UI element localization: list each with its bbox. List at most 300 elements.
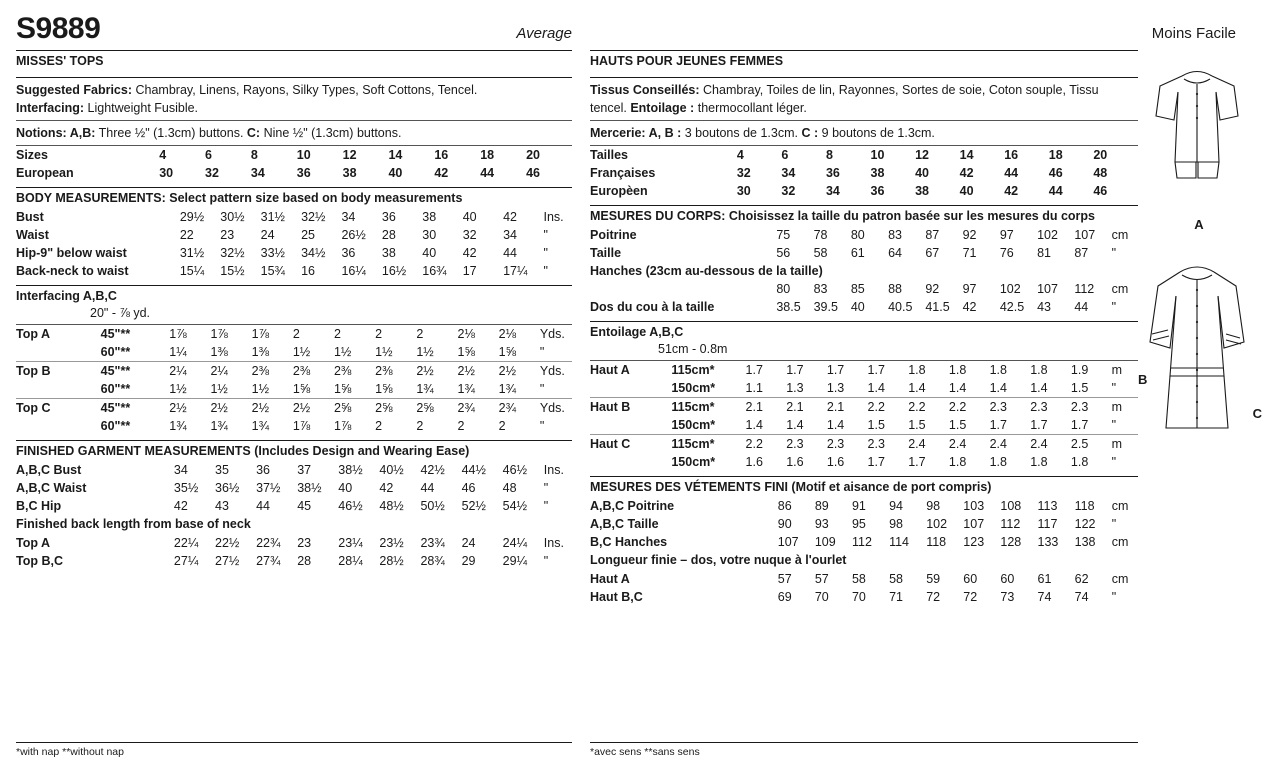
cell: 30 — [736, 184, 751, 199]
fabrics-label-en: Suggested Fabrics: — [16, 83, 132, 97]
cell: 1½ — [292, 345, 311, 360]
cell: 57 — [777, 572, 792, 587]
unit: cm — [1111, 572, 1129, 587]
cell: 69 — [777, 590, 792, 605]
cell: 24 — [260, 228, 275, 243]
row-label: Europèen — [590, 184, 648, 199]
cell: 32 — [205, 166, 219, 181]
cell: 31½ — [179, 246, 205, 261]
cell: 29½ — [179, 210, 205, 225]
cell: 2.3 — [827, 435, 868, 454]
cell: 93 — [814, 517, 829, 532]
cell: 97 — [999, 228, 1014, 243]
cell: 1⅞ — [333, 419, 352, 434]
cell: 40½ — [379, 463, 404, 478]
cell: 33½ — [260, 246, 285, 261]
cell: 2½ — [252, 399, 293, 418]
difficulty-fr: Moins Facile — [1151, 25, 1236, 42]
cell: 22¾ — [256, 536, 281, 551]
cell: 2 — [375, 419, 383, 434]
cell: 22½ — [215, 536, 240, 551]
table-row — [16, 343, 572, 362]
back-length-heading-en: Finished back length from base of neck — [16, 517, 251, 532]
cell: 17 — [462, 264, 477, 279]
cell: 35½ — [173, 481, 199, 496]
cell: 1¾ — [251, 419, 270, 434]
cell: 27¼ — [173, 554, 199, 569]
cell: 61 — [1037, 572, 1052, 587]
table-row — [16, 479, 572, 497]
row-label: A,B,C Taille — [590, 517, 659, 532]
cell: 74 — [1037, 590, 1052, 605]
cell: 2.3 — [1071, 398, 1112, 417]
cell: 1.7 — [826, 363, 845, 378]
table-row — [590, 146, 1138, 164]
cell: 1.4 — [826, 418, 845, 433]
cell: 17¼ — [503, 264, 528, 279]
notions-text2-fr: 9 boutons de 1.3cm. — [821, 126, 935, 141]
table-row — [590, 226, 1138, 244]
row-label: Top A — [16, 327, 51, 342]
table-row — [590, 280, 1138, 298]
cell: 71 — [889, 590, 903, 605]
cell: 112 — [1074, 282, 1095, 297]
cell: 1½ — [251, 382, 270, 397]
notions-text-fr: 3 boutons de 1.3cm. — [684, 126, 798, 141]
cell: 72 — [963, 590, 978, 605]
cell: 72 — [926, 590, 941, 605]
cell: 22¼ — [173, 536, 199, 551]
cell: 34 — [781, 166, 796, 181]
cell: 60 — [1000, 572, 1015, 587]
cell: 2.1 — [827, 398, 868, 417]
cell: 16¼ — [341, 264, 366, 279]
cell: 23 — [297, 536, 312, 551]
cell: 2 — [375, 327, 383, 342]
cell: 122 — [1074, 517, 1096, 532]
cell: 16 — [434, 148, 449, 163]
cell: 1.5 — [1070, 381, 1089, 396]
cell: 1.4 — [989, 381, 1007, 396]
cell: 1½ — [416, 345, 434, 360]
cell: 32½ — [301, 210, 326, 225]
cell: 123 — [963, 535, 985, 550]
cell: 8 — [250, 148, 258, 163]
cell: 97 — [962, 282, 977, 297]
cell: 1.8 — [948, 363, 967, 378]
cell: 15¼ — [179, 264, 205, 279]
notions-label-fr: Mercerie: A, B : — [590, 126, 682, 141]
cell: 2.2 — [908, 398, 949, 417]
cell: 94 — [889, 499, 903, 514]
cell: 2⅝ — [375, 399, 416, 418]
unit: " — [543, 554, 549, 569]
cell: 15½ — [220, 264, 245, 279]
table-row — [590, 361, 1138, 379]
cell: 42 — [959, 166, 974, 181]
cell: 2.2 — [746, 435, 787, 454]
row-label: Tailles — [590, 148, 628, 163]
unit: " — [539, 419, 545, 434]
interfacing-heading-fr: Entoilage A,B,C — [590, 325, 684, 340]
cell: 38.5 — [776, 300, 801, 315]
row-label: Haut A — [590, 363, 630, 378]
cell: 32 — [462, 228, 477, 243]
cell: 41.5 — [925, 300, 950, 315]
cell: 2.3 — [868, 435, 909, 454]
hip-heading-fr: Hanches (23cm au-dessous de la taille) — [590, 264, 823, 279]
cell: 1⅝ — [292, 382, 311, 397]
cell: 2.1 — [786, 398, 827, 417]
cell: 2⅛ — [498, 327, 517, 342]
cell: 2⅝ — [416, 399, 457, 418]
cell: 1¾ — [169, 419, 187, 434]
cell: 27¾ — [256, 554, 281, 569]
cell: 42 — [434, 166, 449, 181]
cell: 14 — [959, 148, 974, 163]
unit: " — [1111, 300, 1116, 315]
fabric-width: 45"** — [101, 362, 170, 381]
cell: 44½ — [461, 463, 486, 478]
cell: 44 — [1048, 184, 1063, 199]
cell: 117 — [1037, 517, 1058, 532]
cell: 38 — [870, 166, 885, 181]
cell: 10 — [870, 148, 885, 163]
cell: 32½ — [220, 246, 245, 261]
row-label: A,B,C Waist — [16, 481, 87, 496]
cell: 48½ — [379, 499, 404, 514]
cell: 2½ — [293, 399, 334, 418]
table-row — [16, 534, 572, 552]
cell: 38½ — [297, 481, 322, 496]
cell: 83 — [888, 228, 902, 243]
cell: 27½ — [215, 554, 240, 569]
cell: 30 — [159, 166, 174, 181]
table-row — [16, 146, 572, 164]
cell: 78 — [813, 228, 828, 243]
cell: 37½ — [256, 481, 281, 496]
cell: 1⅞ — [251, 327, 270, 342]
cell: 1.1 — [745, 381, 763, 396]
table-row — [590, 244, 1138, 262]
interfacing-heading-en: Interfacing A,B,C — [16, 289, 117, 304]
cell: 1⅞ — [292, 419, 311, 434]
table-row — [16, 362, 572, 381]
cell: 23¼ — [338, 536, 363, 551]
cell: 20 — [1093, 148, 1108, 163]
cell: 42 — [173, 499, 188, 514]
cell: 1.6 — [745, 455, 763, 470]
cell: 46 — [1093, 184, 1108, 199]
cell: 38½ — [338, 463, 363, 478]
cell: 1.4 — [1030, 381, 1048, 396]
table-row — [590, 588, 1138, 606]
cell: 40 — [462, 210, 477, 225]
cell: 29 — [461, 554, 476, 569]
finished-measurements-table-fr — [590, 497, 1138, 551]
row-label: A,B,C Poitrine — [590, 499, 675, 514]
cell: 85 — [850, 282, 865, 297]
row-label: Top B,C — [16, 554, 63, 569]
row-label: B,C Hanches — [590, 535, 668, 550]
footnote-en: *with nap **without nap — [16, 746, 124, 758]
fabric-width: 60"** — [100, 382, 131, 397]
cell: 67 — [925, 246, 940, 261]
cell: 40 — [850, 300, 865, 315]
cell: 2 — [457, 419, 465, 434]
cell: 92 — [925, 282, 940, 297]
unit: " — [543, 228, 548, 243]
cell: 2.1 — [746, 398, 787, 417]
cell: 71 — [962, 246, 977, 261]
cell: 1.4 — [908, 381, 926, 396]
cell: 46 — [1048, 166, 1063, 181]
cell: 32 — [781, 184, 796, 199]
cell: 107 — [777, 535, 799, 550]
cell: 36 — [256, 463, 271, 478]
cell: 64 — [888, 246, 902, 261]
cell: 1.4 — [867, 381, 885, 396]
cell: 1.9 — [1070, 363, 1089, 378]
fabric-width: 45"** — [101, 399, 170, 418]
cell: 1.3 — [826, 381, 845, 396]
cell: 83 — [813, 282, 828, 297]
cell: 42 — [962, 300, 977, 315]
cell: 98 — [926, 499, 941, 514]
sizes-table-en — [16, 146, 572, 182]
cell: 1.8 — [989, 455, 1007, 470]
cell: 18 — [1048, 148, 1063, 163]
cell: 40 — [915, 166, 929, 181]
cell: 6 — [781, 148, 789, 163]
cell: 108 — [1000, 499, 1022, 514]
table-row — [16, 497, 572, 515]
cell: 2⅜ — [252, 362, 293, 381]
fabric-width: 150cm* — [671, 381, 716, 396]
cell: 36 — [381, 210, 396, 225]
cell: 1.7 — [867, 455, 885, 470]
row-label: Back-neck to waist — [16, 264, 129, 279]
view-c-label: C — [1252, 406, 1262, 421]
cell: 12 — [915, 148, 929, 163]
fabric-width: 150cm* — [671, 455, 716, 470]
cell: 44 — [480, 166, 495, 181]
cell: 59 — [926, 572, 941, 587]
cell: 1.8 — [908, 363, 926, 378]
row-label: European — [16, 166, 74, 181]
cell: 1½ — [210, 382, 228, 397]
body-measurements-table-fr — [590, 226, 1138, 262]
cell: 1.5 — [948, 418, 967, 433]
table-row — [16, 552, 572, 570]
cell: 2 — [416, 327, 424, 342]
cell: 1.8 — [1070, 455, 1089, 470]
cell: 31½ — [260, 210, 285, 225]
back-length-heading-fr: Longueur finie – dos, votre nuque à l'ourlet — [590, 553, 847, 568]
cell: 1½ — [375, 345, 393, 360]
cell: 36½ — [215, 481, 240, 496]
cell: 2½ — [416, 362, 457, 381]
cell: 52½ — [461, 499, 486, 514]
cell: 128 — [1000, 535, 1022, 550]
cell: 25 — [301, 228, 315, 243]
cell: 34 — [341, 210, 356, 225]
cell: 23¾ — [420, 536, 445, 551]
unit: " — [543, 264, 548, 279]
cell: 20 — [526, 148, 540, 163]
interfacing-label-en: Interfacing: — [16, 101, 85, 116]
cell: 102 — [999, 282, 1021, 297]
cell: 102 — [926, 517, 948, 532]
finished-measurements-table-en — [16, 461, 572, 515]
cell: 1⅝ — [375, 382, 393, 397]
fabric-width: 115cm* — [671, 363, 715, 378]
cell: 1.7 — [989, 418, 1007, 433]
cell: 2 — [498, 419, 506, 434]
unit: cm — [1111, 228, 1129, 243]
table-row — [16, 164, 572, 182]
cell: 62 — [1074, 572, 1089, 587]
view-b-label: B — [1138, 372, 1148, 387]
footer — [16, 742, 1236, 758]
table-row — [590, 416, 1138, 435]
unit: " — [1111, 246, 1116, 261]
row-label: Sizes — [16, 148, 48, 163]
cell: 1.7 — [908, 455, 926, 470]
cell: 91 — [851, 499, 866, 514]
cell: 2.4 — [1030, 435, 1071, 454]
cell: 60 — [963, 572, 978, 587]
cell: 44 — [420, 481, 435, 496]
cell: 36 — [870, 184, 885, 199]
table-row — [16, 417, 572, 435]
cell: 48 — [1093, 166, 1108, 181]
column-english — [16, 44, 572, 570]
cell: 42 — [462, 246, 477, 261]
notions-label2-fr: C : — [801, 126, 819, 141]
cell: 114 — [889, 535, 910, 550]
unit: Ins. — [543, 463, 564, 478]
row-label: B,C Hip — [16, 499, 62, 514]
table-row — [590, 570, 1138, 588]
cell: 118 — [926, 535, 947, 550]
cell: 2⅜ — [334, 362, 375, 381]
cell: 74 — [1074, 590, 1089, 605]
illustration-view-a — [1144, 62, 1254, 232]
cell: 8 — [825, 148, 833, 163]
cell: 24 — [461, 536, 476, 551]
table-row — [16, 208, 572, 226]
row-label — [590, 280, 776, 298]
cell: 109 — [814, 535, 836, 550]
table-row — [590, 533, 1138, 551]
cell: 22 — [179, 228, 194, 243]
cell: 1⅞ — [210, 327, 228, 342]
cell: 95 — [851, 517, 866, 532]
cell: 4 — [736, 148, 744, 163]
cell: 1⅝ — [498, 345, 517, 360]
illustration-view-bc — [1138, 256, 1262, 449]
cell: 2½ — [499, 362, 540, 381]
cell: 38 — [915, 184, 929, 199]
cell: 1⅝ — [457, 345, 475, 360]
row-label: Bust — [16, 210, 44, 225]
row-label: Taille — [590, 246, 622, 261]
cell: 42 — [379, 481, 394, 496]
cell: 26½ — [341, 228, 366, 243]
table-row — [590, 398, 1138, 417]
unit: m — [1111, 363, 1122, 378]
cell: 56 — [776, 246, 791, 261]
cell: 40 — [338, 481, 353, 496]
cell: 42.5 — [999, 300, 1025, 315]
fabric-requirements-table-fr — [590, 361, 1138, 471]
cell: 1.4 — [745, 418, 763, 433]
fabrics-en — [16, 78, 572, 120]
cell: 75 — [776, 228, 791, 243]
cell: 1¾ — [416, 382, 434, 397]
cell: 118 — [1074, 499, 1095, 514]
cell: 1.7 — [867, 363, 885, 378]
cell: 35 — [215, 463, 229, 478]
cell: 23 — [220, 228, 235, 243]
cell: 2.2 — [949, 398, 990, 417]
unit: " — [1111, 381, 1117, 396]
body-measurements-heading-fr: MESURES DU CORPS: Choisissez la taille du patron basée sur les mesures du corps — [590, 209, 1096, 224]
cell: 1.4 — [948, 381, 967, 396]
cell: 107 — [963, 517, 985, 532]
cell: 2½ — [210, 399, 251, 418]
cell: 54½ — [502, 499, 528, 514]
cell: 36 — [296, 166, 311, 181]
cell: 10 — [296, 148, 311, 163]
cell: 1.7 — [786, 363, 804, 378]
unit: Ins. — [543, 210, 564, 225]
row-label: Haut A — [590, 572, 630, 587]
cell: 87 — [1074, 246, 1089, 261]
cell: 87 — [925, 228, 940, 243]
fabric-width: 115cm* — [671, 398, 745, 417]
cell: 42½ — [420, 463, 445, 478]
pattern-number: S9889 — [16, 12, 101, 45]
unit: Yds. — [539, 327, 565, 342]
cell: 2.4 — [949, 435, 990, 454]
cell: 1¼ — [169, 345, 187, 360]
cell: 2⅝ — [334, 399, 375, 418]
unit: " — [1111, 517, 1117, 532]
table-row — [590, 497, 1138, 515]
column-french — [590, 44, 1138, 606]
notions-en — [16, 121, 572, 145]
cell: 92 — [962, 228, 977, 243]
cell: 1.6 — [826, 455, 845, 470]
cell: 1⅝ — [333, 382, 352, 397]
cell: 6 — [205, 148, 212, 163]
interfacing-size-fr: 51cm - 0.8m — [658, 342, 728, 357]
cell: 40 — [422, 246, 437, 261]
unit: " — [543, 246, 548, 261]
cell: 28½ — [379, 554, 404, 569]
cell: 18 — [480, 148, 495, 163]
cell: 81 — [1037, 246, 1051, 261]
view-a-label: A — [1194, 217, 1204, 232]
cell: 14 — [388, 148, 403, 163]
table-row — [590, 298, 1138, 316]
notions-label-en: Notions: A,B: — [16, 126, 96, 141]
finished-heading-en: FINISHED GARMENT MEASUREMENTS (Includes Design and Wearing Ease) — [16, 444, 470, 459]
cell: 34 — [173, 463, 188, 478]
cell: 23½ — [379, 536, 404, 551]
